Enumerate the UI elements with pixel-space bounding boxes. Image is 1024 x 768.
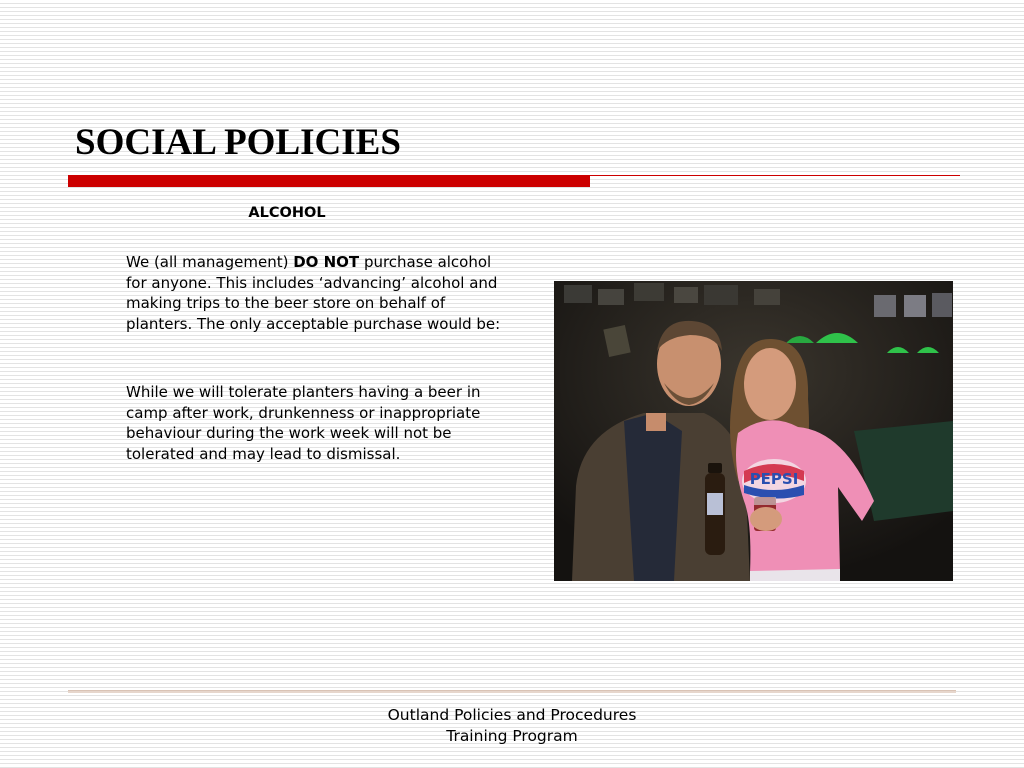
footer-line-1: Outland Policies and Procedures <box>387 706 637 724</box>
title-underline-rule <box>590 175 960 176</box>
footer <box>312 705 712 747</box>
title-underline-bar <box>68 175 590 187</box>
footer-line-2: Training Program <box>446 727 578 745</box>
shirt-logo-text: PEPSI <box>749 470 799 488</box>
footer-rule <box>68 690 956 693</box>
slide-title: SOCIAL POLICIES <box>75 122 401 163</box>
photo <box>554 281 953 581</box>
paragraph-text: purchase alcohol for anyone. This includes ‘advancing’ alcohol and making trips to the beer store on behalf of planters. The only acceptable purchase would be: <box>126 253 501 333</box>
photo-illustration <box>554 281 953 581</box>
emphasis-text: DO NOT <box>293 253 360 271</box>
paragraph-text: We (all management) <box>126 253 294 271</box>
paragraph-purchase-policy <box>126 252 506 334</box>
paragraph-tolerance-policy: While we will tolerate planters having a beer in camp after work, drunkenness or inappropriate behaviour during the work week will not be tolerated and may lead to dismissal. <box>126 383 481 463</box>
section-heading: ALCOHOL <box>248 205 326 221</box>
